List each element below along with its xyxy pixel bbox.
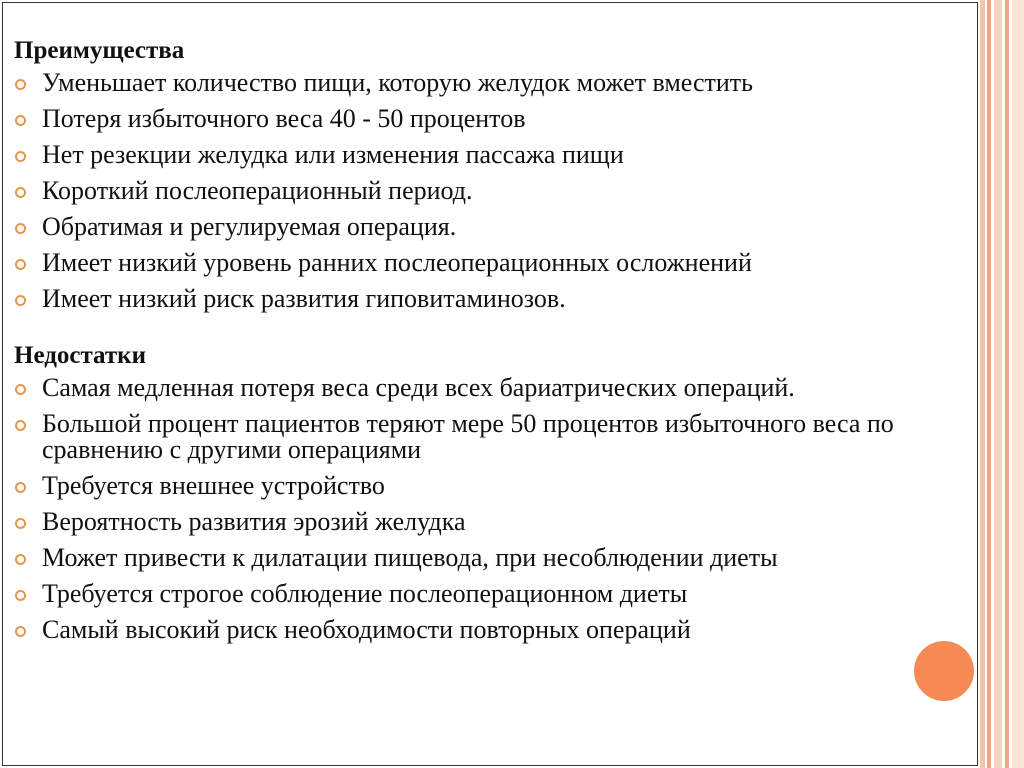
list-item-text: Может привести к дилатации пищевода, при несоблюдении диеты (42, 543, 778, 572)
list-item (14, 509, 934, 535)
list-item (14, 142, 934, 168)
decorative-stripe (1012, 0, 1024, 768)
list-item-text: Требуется внешнее устройство (42, 471, 385, 500)
list-item (14, 581, 934, 607)
bullet-ring-icon (15, 590, 26, 601)
slide-content (14, 36, 934, 643)
list-item-text: Самая медленная потеря веса среди всех бариатрических операций. (42, 373, 795, 402)
bullet-ring-icon (15, 259, 26, 270)
list-item (14, 617, 934, 643)
bullet-ring-icon (15, 295, 26, 306)
bullet-ring-icon (15, 518, 26, 529)
list-item-text: Нет резекции желудка или изменения пассажа пищи (42, 140, 624, 169)
advantages-list (14, 70, 934, 312)
list-item (14, 250, 934, 276)
list-item (14, 70, 934, 96)
list-item (14, 214, 934, 240)
list-item-text: Потеря избыточного веса 40 - 50 процентов (42, 104, 526, 133)
bullet-ring-icon (15, 482, 26, 493)
list-item-text: Обратимая и регулируемая операция. (42, 212, 457, 241)
list-item-text: Короткий послеоперационный период. (42, 176, 473, 205)
list-item (14, 473, 934, 499)
disadvantages-list (14, 375, 934, 643)
bullet-ring-icon (15, 115, 26, 126)
decorative-circle (914, 641, 974, 701)
list-item (14, 411, 934, 463)
list-item-text: Имеет низкий риск развития гиповитаминозов. (42, 284, 566, 313)
list-item-text: Имеет низкий уровень ранних послеоперационных осложнений (42, 248, 752, 277)
list-item (14, 545, 934, 571)
list-item (14, 375, 934, 401)
advantages-title: Преимущества (14, 37, 185, 64)
decorative-stripe (980, 0, 985, 768)
bullet-ring-icon (15, 79, 26, 90)
bullet-ring-icon (15, 151, 26, 162)
bullet-ring-icon (15, 420, 26, 431)
list-item (14, 106, 934, 132)
list-item-text: Уменьшает количество пищи, которую желудок может вместить (42, 68, 754, 97)
list-item-text: Большой процент пациентов теряют мере 50 процентов избыточного веса по сравнению с другими операциями (42, 409, 894, 464)
decorative-stripe (994, 0, 1002, 768)
bullet-ring-icon (15, 554, 26, 565)
decorative-stripe (1005, 0, 1009, 768)
bullet-ring-icon (15, 187, 26, 198)
list-item-text: Требуется строгое соблюдение послеоперационном диеты (42, 579, 688, 608)
list-item (14, 178, 934, 204)
decorative-stripe (987, 0, 991, 768)
list-item-text: Самый высокий риск необходимости повторных операций (42, 615, 691, 644)
list-item (14, 286, 934, 312)
list-item-text: Вероятность развития эрозий желудка (42, 507, 466, 536)
bullet-ring-icon (15, 384, 26, 395)
bullet-ring-icon (15, 626, 26, 637)
disadvantages-title: Недостатки (14, 342, 146, 369)
bullet-ring-icon (15, 223, 26, 234)
